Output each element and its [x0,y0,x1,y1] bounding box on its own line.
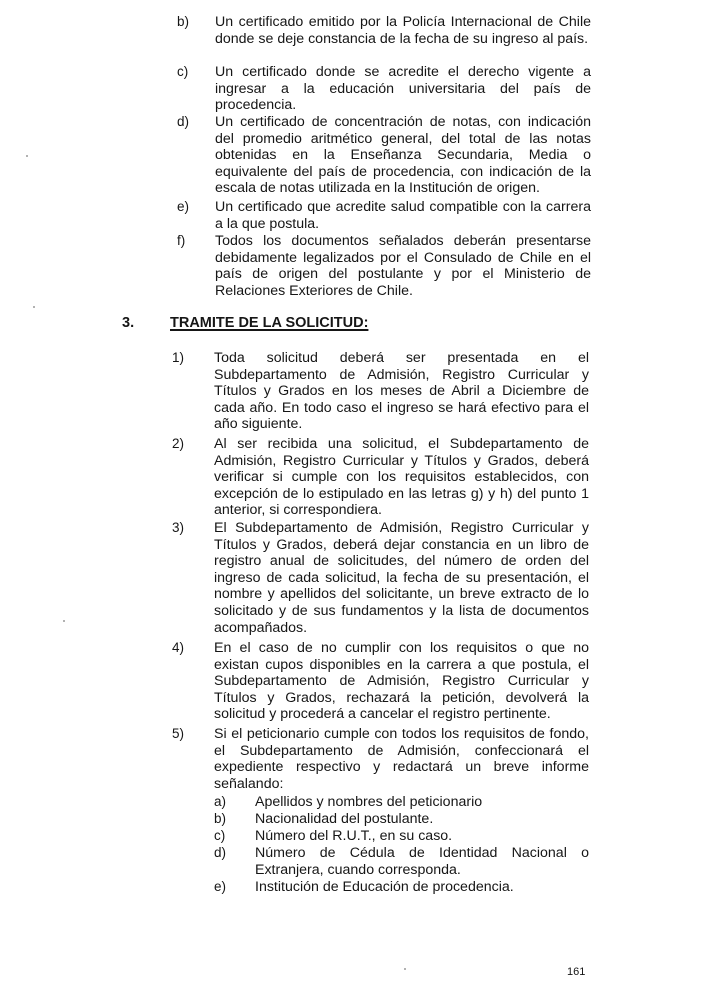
list-item [177,233,597,301]
list-item [172,436,592,520]
list-marker: c) [177,64,189,79]
sub-marker: b) [214,811,227,826]
step-marker: 3) [172,520,185,535]
sub-item-text: Apellidos y nombres del peticionario [255,794,483,810]
list-item [214,828,594,845]
list-marker: f) [177,233,186,248]
list-marker: e) [177,199,190,214]
sub-marker: e) [214,879,227,894]
step-marker: 4) [172,640,185,655]
list-item [177,14,597,64]
list-item [177,199,597,233]
section-title: TRAMITE DE LA SOLICITUD: [170,315,369,331]
scan-speck [63,620,65,622]
list-item-text: Un certificado emitido por la Policía Internacional de Chile donde se deje constancia de la fecha de su ingreso al país. [215,14,591,47]
step-text: El Subdepartamento de Admisión, Registro Curricular y Títulos y Grados, deberá dejar constancia en un libro de registro anual de solicitudes, del número de orden del ingreso de cada solicitud, la fecha de su presentación, el nombre y apellidos del solicitante, un breve extracto de lo solicitado y de sus fundamentos y la lista de documentos acompañados. [214,520,589,636]
sub-marker: c) [214,828,226,843]
list-item-text: Todos los documentos señalados deberán presentarse debidamente legalizados por el Consulado de Chile en el país de origen del postulante y por el Ministerio de Relaciones Exteriores de Chile. [215,233,591,299]
section-number: 3. [122,315,135,331]
step-marker: 5) [172,726,185,741]
list-marker: b) [177,14,190,29]
list-item [177,64,597,114]
step-marker: 1) [172,350,185,365]
list-item [172,520,592,640]
list-item [214,811,594,828]
step-text: Si el peticionario cumple con todos los requisitos de fondo, el Subdepartamento de Admisión, confeccionará el expediente respectivo y redactará un breve informe señalando: [214,726,589,792]
scan-speck [26,155,28,157]
list-item [214,879,594,896]
list-item [214,794,594,811]
step-text: Toda solicitud deberá ser presentada en el Subdepartamento de Admisión, Registro Curricular y Títulos y Grados en los meses de Abril a Diciembre de cada año. En todo caso el ingreso se hará efectivo para el año siguiente. [214,350,589,433]
sub-item-text: Nacionalidad del postulante. [255,811,434,827]
scan-speck [33,306,35,308]
step-marker: 2) [172,436,185,451]
page-number: 161 [567,966,586,978]
sub-item-text: Institución de Educación de procedencia. [255,879,514,895]
list-item [214,845,594,879]
list-item [172,350,592,434]
scan-speck [404,968,406,970]
list-item [172,640,592,724]
list-item-text: Un certificado de concentración de notas, con indicación del promedio aritmético general, del total de las notas obtenidas en la Enseñanza Secundaria, Media o equivalente del país de procedencia, con indicación de la escala de notas utilizada en la Institución de origen. [215,114,591,197]
list-item [172,726,592,794]
list-item-text: Un certificado donde se acredite el derecho vigente a ingresar a la educación universitaria del país de procedencia. [215,64,591,114]
list-item [177,114,597,198]
sub-item-text: Número de Cédula de Identidad Nacional o Extranjera, cuando corresponda. [255,845,589,878]
step-text: En el caso de no cumplir con los requisitos o que no existan cupos disponibles en la carrera a que postula, el Subdepartamento de Admisión, Registro Curricular y Títulos y Grados, rechazará la petición, devolverá la solicitud y procederá a cancelar el registro pertinente. [214,640,589,723]
step-text: Al ser recibida una solicitud, el Subdepartamento de Admisión, Registro Curricular y Títulos y Grados, deberá verificar si cumple con los requisitos establecidos, con excepción de lo estipulado en las letras g) y h) del punto 1 anterior, si correspondiera. [214,436,589,519]
sub-item-text: Número del R.U.T., en su caso. [255,828,453,844]
section-heading [122,314,542,334]
list-marker: d) [177,114,190,129]
list-item-text: Un certificado que acredite salud compatible con la carrera a la que postula. [215,199,591,232]
sub-marker: a) [214,794,227,809]
sub-marker: d) [214,845,227,860]
